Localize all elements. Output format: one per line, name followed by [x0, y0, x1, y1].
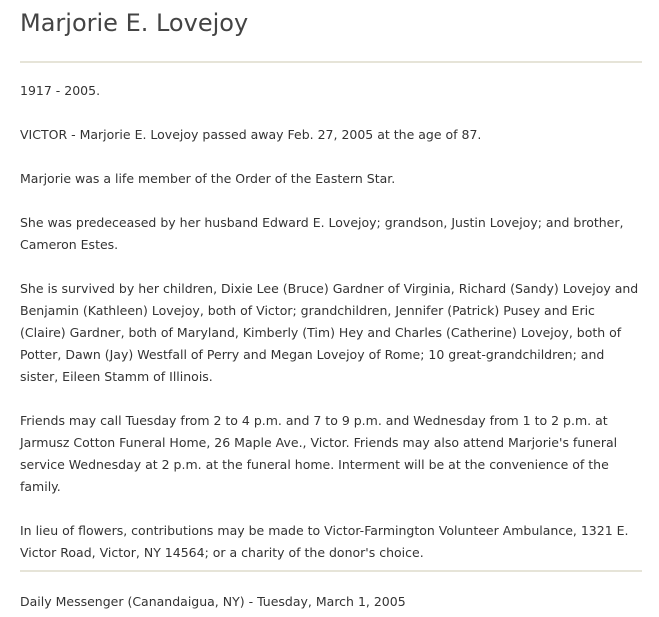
predeceased-paragraph: She was predeceased by her husband Edward E. Lovejoy; grandson, Justin Lovejoy; and brother, Cameron Estes. — [20, 215, 624, 252]
obituary-body — [20, 80, 642, 586]
contributions-paragraph: In lieu of flowers, contributions may be made to Victor-Farmington Volunteer Ambulance, 1321 E. Victor Road, Victor, NY 14564; or a charity of the donor's choice. — [20, 523, 629, 560]
death-notice-paragraph: VICTOR - Marjorie E. Lovejoy passed away Feb. 27, 2005 at the age of 87. — [20, 127, 482, 142]
survivors-paragraph: She is survived by her children, Dixie Lee (Bruce) Gardner of Virginia, Richard (Sandy) Lovejoy and Benjamin (Kathleen) Lovejoy, both of Victor; grandchildren, Jennifer (Patrick) Pusey and Eric (Claire) Gardner, both of Maryland, Kimberly (Tim) Hey and Charles (Catherine) Lovejoy, both of Potter, Dawn (Jay) Westfall of Perry and Megan Lovejoy of Rome; 10 great-grandchildren; and sister, Eileen Stamm of Illinois. — [20, 281, 639, 384]
membership-paragraph: Marjorie was a life member of the Order of the Eastern Star. — [20, 171, 396, 186]
bottom-divider — [20, 570, 642, 572]
visitation-paragraph: Friends may call Tuesday from 2 to 4 p.m. and 7 to 9 p.m. and Wednesday from 1 to 2 p.m. at Jarmusz Cotton Funeral Home, 26 Maple Ave., Victor. Friends may also attend Marjorie's funeral service Wednesday at 2 p.m. at the funeral home. Interment will be at the convenience of the family. — [20, 413, 618, 494]
publication-source: Daily Messenger (Canandaigua, NY) - Tuesday, March 1, 2005 — [20, 594, 406, 609]
lifespan-paragraph: 1917 - 2005. — [20, 83, 101, 98]
obituary-title: Marjorie E. Lovejoy — [20, 9, 249, 37]
top-divider — [20, 61, 642, 63]
